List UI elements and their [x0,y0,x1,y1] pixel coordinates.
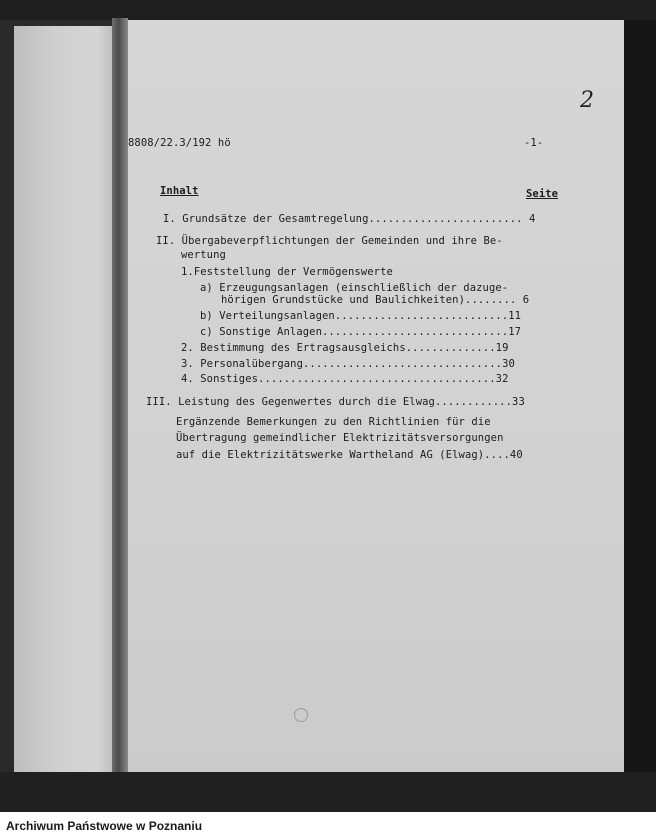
toc-page-heading: Seite [526,188,559,200]
toc-entry: auf die Elektrizitätswerke Wartheland AG (Elwag)....40 [176,449,523,461]
toc-entry: Ergänzende Bemerkungen zu den Richtlinien für die [176,416,491,428]
toc-entry: 3. Personalübergang...............................30 [181,358,515,370]
toc-entry: c) Sonstige Anlagen.............................17 [200,326,522,338]
toc-entry: II. Übergabeverpflichtungen der Gemeinden und ihre Be- [156,235,503,247]
scan-bottom-border [0,772,656,812]
toc-entry: 2. Bestimmung des Ertragsausgleichs..............19 [181,342,509,354]
toc-entry: b) Verteilungsanlagen...........................11 [200,310,522,322]
footer-bar [0,812,656,840]
binding-spine [112,18,128,778]
paper-blemish [294,708,308,722]
previous-page-edge [14,26,118,774]
toc-entry: Übertragung gemeindlicher Elektrizitätsversorgungen [176,432,504,444]
toc-entry: a) Erzeugungsanlagen (einschließlich der dazuge- [200,282,509,294]
toc-heading: Inhalt [160,185,199,197]
document-reference: 8808/22.3/192 hö [128,137,231,149]
archive-label: Archiwum Państwowe w Poznaniu [6,819,203,833]
toc-entry: 1.Feststellung der Vermögenswerte [181,266,393,278]
scan-top-border [0,0,656,20]
handwritten-page-number: 2 [580,88,594,113]
toc-entry: wertung [181,249,226,261]
toc-entry: 4. Sonstiges.....................................32 [181,373,509,385]
scan-right-border [624,20,656,780]
toc-entry: hörigen Grundstücke und Baulichkeiten)........ 6 [221,294,530,306]
page-mark: -1- [524,137,544,149]
toc-entry: I. Grundsätze der Gesamtregelung........................ 4 [163,213,536,225]
toc-entry: III. Leistung des Gegenwertes durch die Elwag............33 [146,396,525,408]
